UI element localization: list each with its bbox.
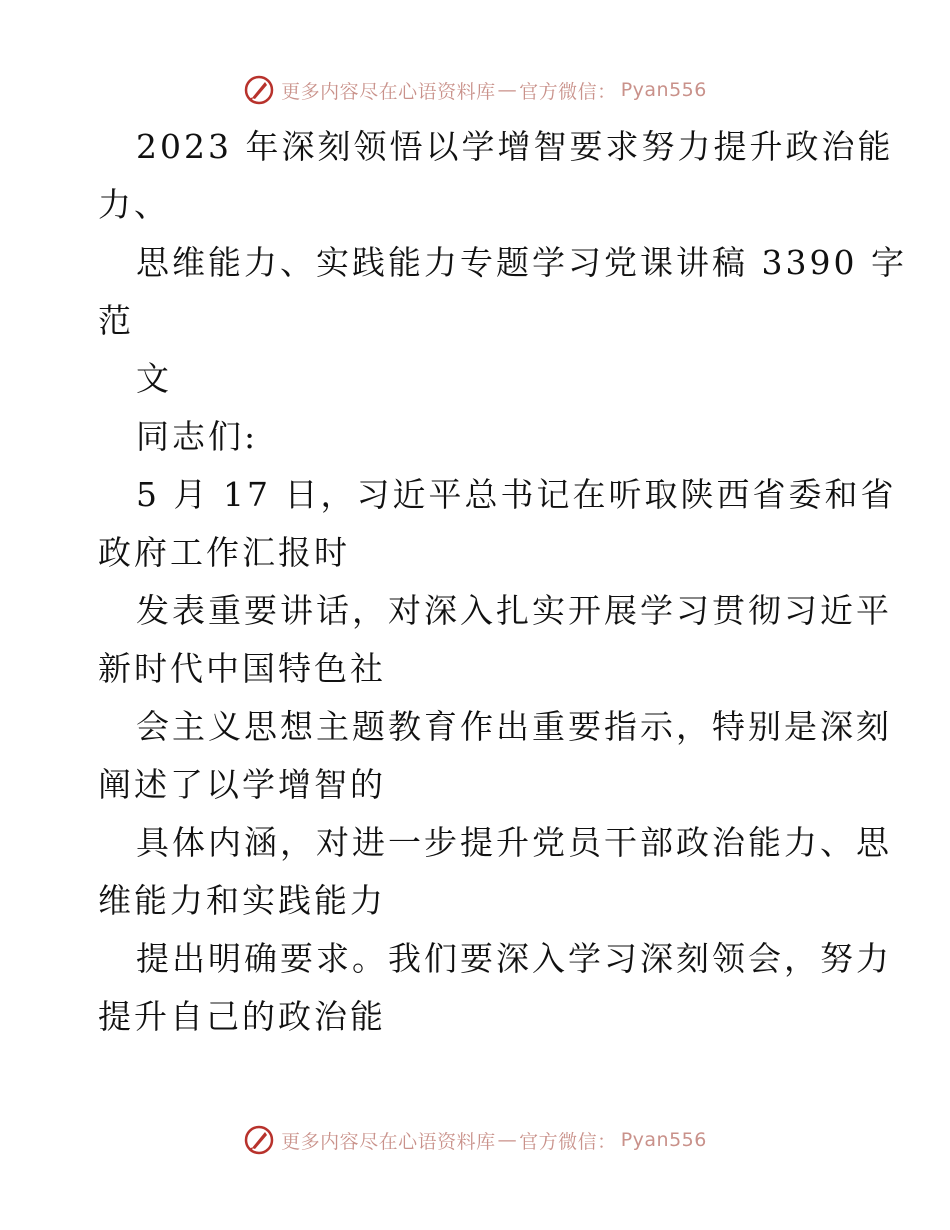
text-line: 同志们:	[136, 417, 259, 456]
text-line: 2023 年深刻领悟以学增智要求努力提升政治能	[136, 127, 894, 166]
text-line: 维能力和实践能力	[98, 881, 386, 920]
document-body	[98, 118, 907, 1046]
text-line: 5 月 17 日，习近平总书记在听取陕西省委和省	[136, 475, 897, 514]
text-line: 会主义思想主题教育作出重要指示，特别是深刻	[136, 707, 892, 746]
watermark-id: Pyan556	[620, 1129, 707, 1151]
watermark-text: 更多内容尽在心语资料库	[281, 1130, 496, 1153]
watermark-separator: —	[497, 79, 518, 101]
watermark-id: Pyan556	[620, 79, 707, 101]
footer-watermark	[0, 1120, 950, 1160]
header-watermark	[0, 70, 950, 110]
text-line: 力、	[98, 185, 170, 224]
text-line: 思维能力、实践能力专题学习党课讲稿 3390 字	[136, 243, 907, 282]
watermark-label: 官方微信：	[519, 80, 617, 103]
watermark-text: 更多内容尽在心语资料库	[281, 80, 496, 103]
quill-logo-icon	[243, 1124, 275, 1156]
text-line: 范	[98, 301, 134, 340]
text-line: 文	[136, 359, 172, 398]
watermark-separator: —	[497, 1129, 518, 1151]
quill-logo-icon	[243, 74, 275, 106]
text-line: 新时代中国特色社	[98, 649, 386, 688]
text-line: 具体内涵，对进一步提升党员干部政治能力、思	[136, 823, 892, 862]
text-line: 阐述了以学增智的	[98, 765, 386, 804]
text-line: 发表重要讲话，对深入扎实开展学习贯彻习近平	[136, 591, 892, 630]
text-line: 政府工作汇报时	[98, 533, 350, 572]
text-line: 提出明确要求。我们要深入学习深刻领会，努力	[136, 939, 892, 978]
text-line: 提升自己的政治能	[98, 997, 386, 1036]
watermark-label: 官方微信：	[519, 1130, 617, 1153]
